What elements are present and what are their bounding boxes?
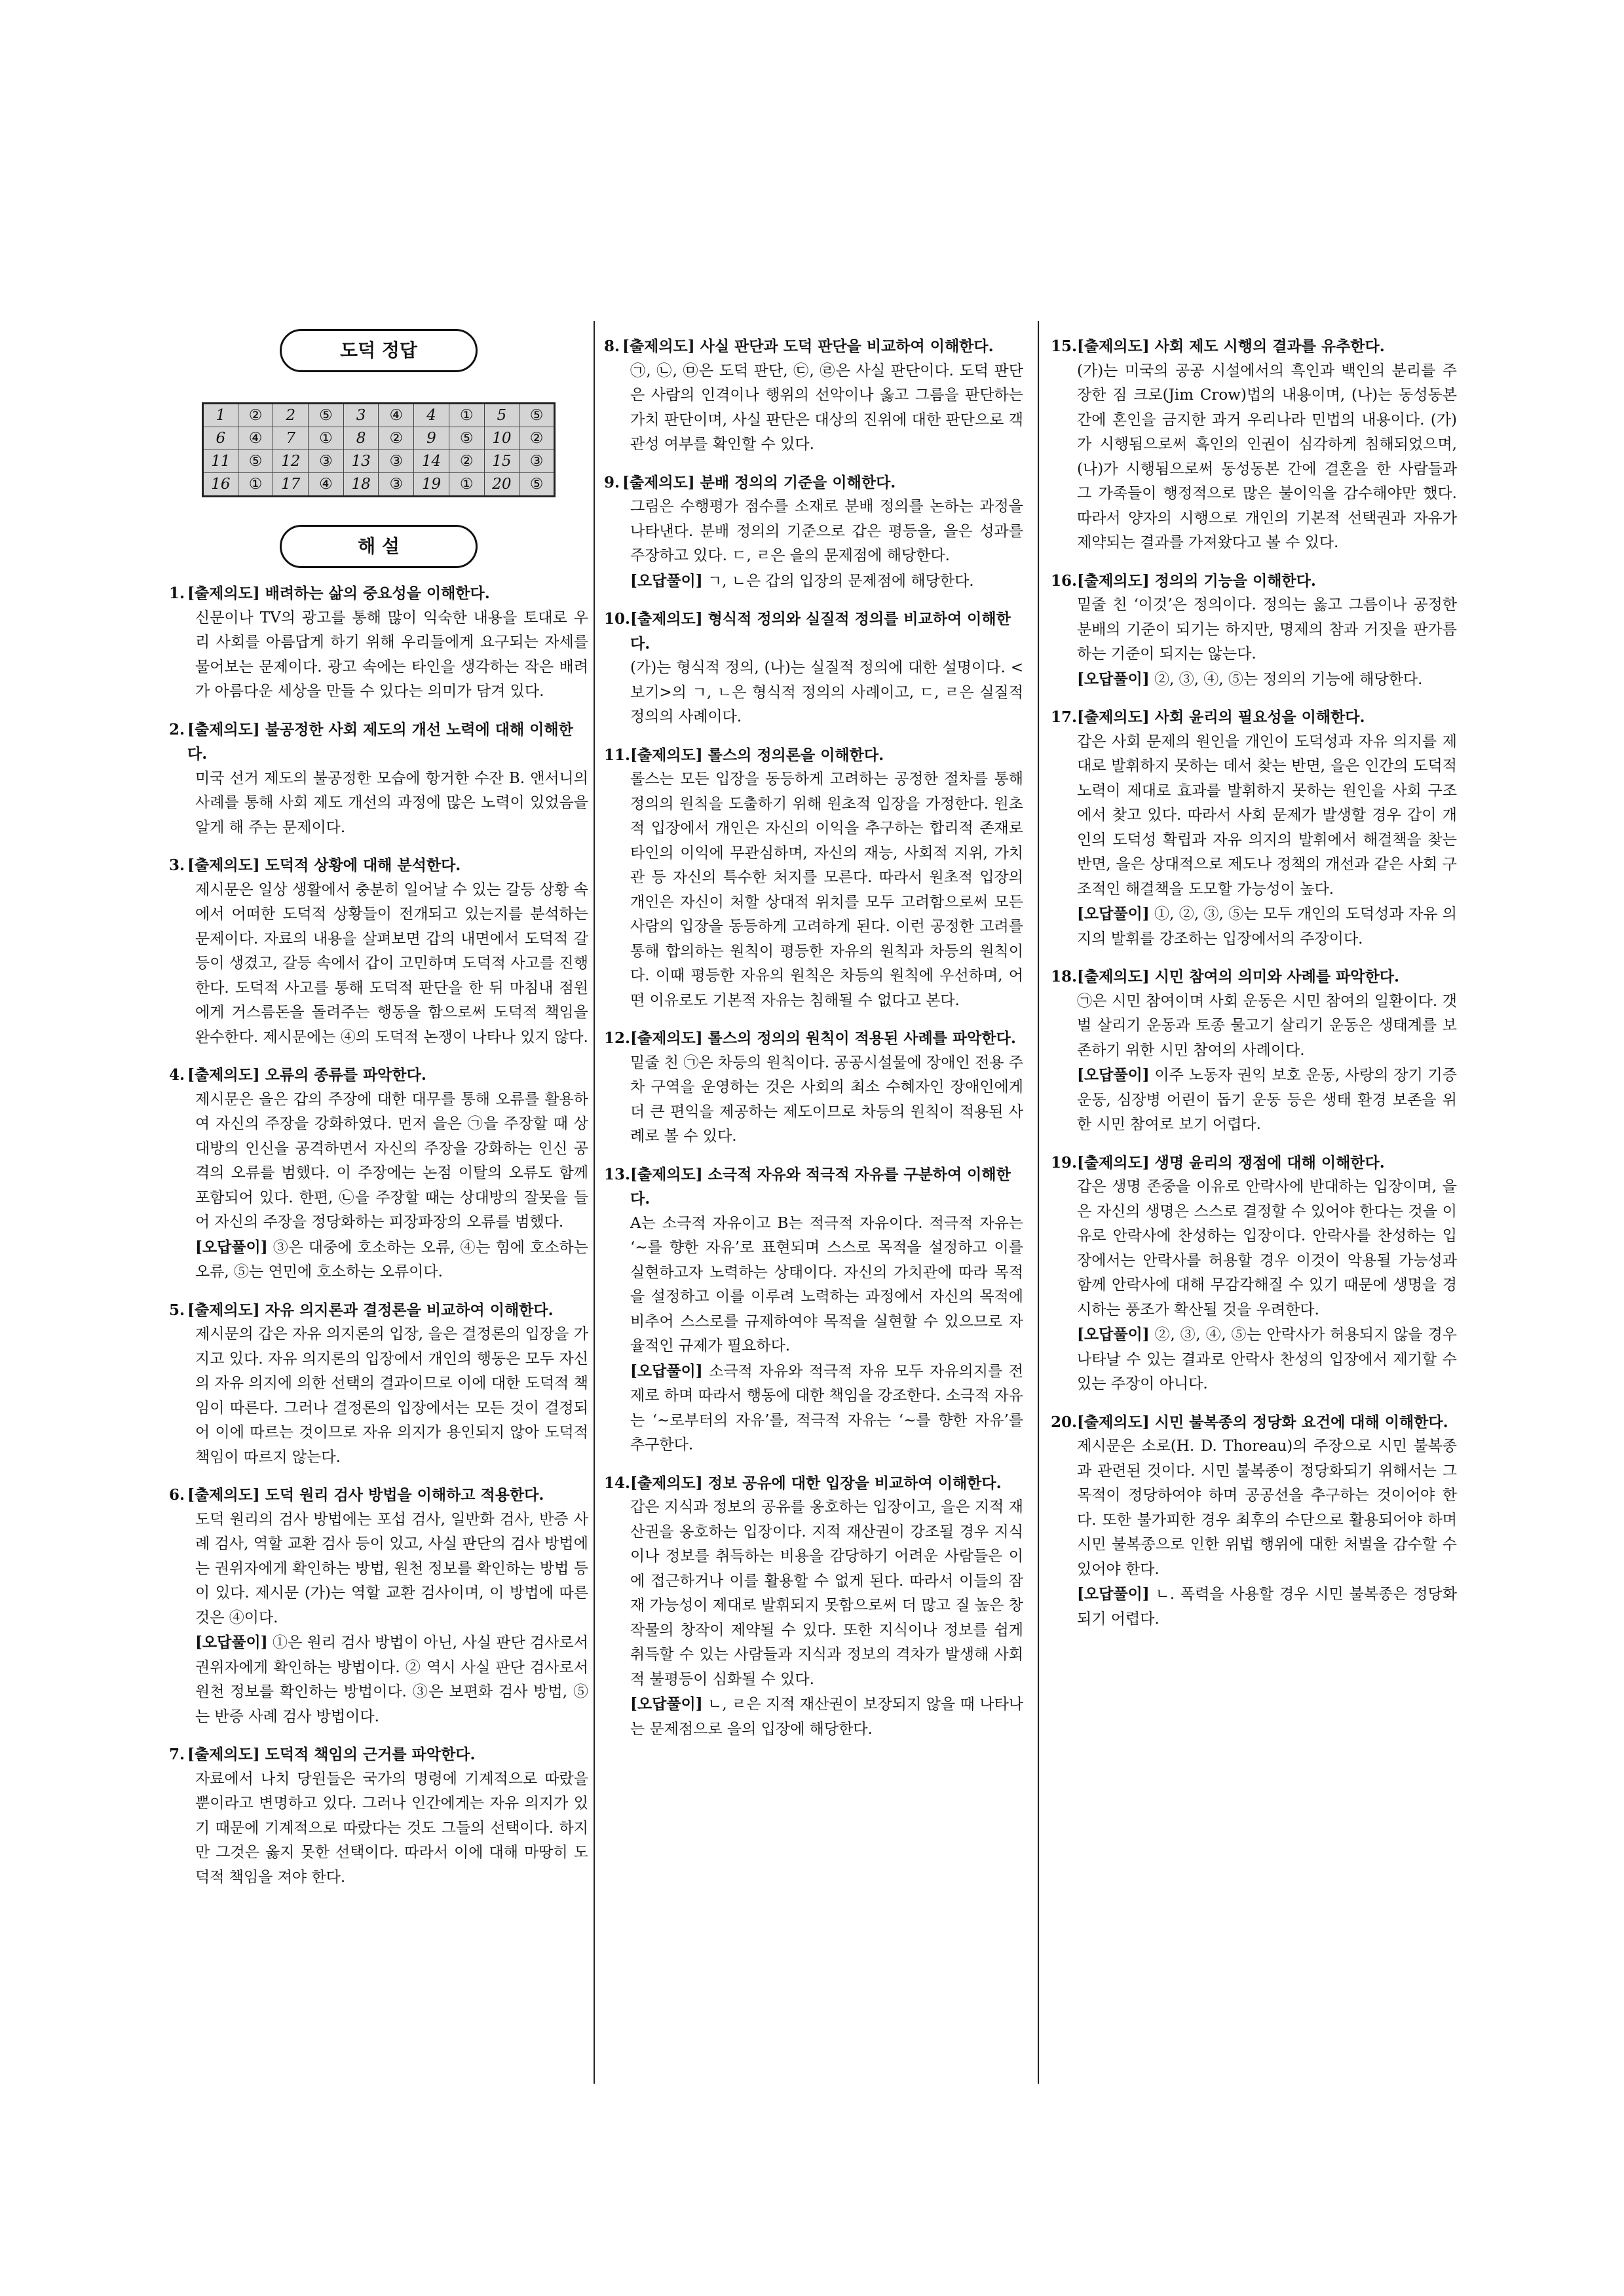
question-number: 12 (273, 450, 309, 473)
explanation-text: 밑줄 친 ‘이것’은 정의이다. 정의는 옳고 그름이나 공정한 분배의 기준이 되기는 하지만, 명제의 참과 거짓을 판가름하는 기준이 되지는 않는다. (1077, 596, 1457, 662)
answer-row (203, 427, 555, 450)
question-number: 4 (414, 404, 449, 427)
spacer (1150, 1586, 1156, 1603)
explanation-text: 밑줄 친 ㉠은 차등의 원칙이다. 공공시설물에 장애인 전용 주차 구역을 운영하는 것은 사회의 최소 수혜자인 장애인에게 더 큰 편익을 제공하는 제도이므로 차등의 원칙이 적용된 사례로 볼 수 있다. (630, 1054, 1023, 1145)
wrong-answer-note (1077, 667, 1457, 693)
explanation-item (1051, 334, 1457, 556)
explanation-item (604, 743, 1023, 1014)
question-number: 18 (343, 473, 379, 497)
explanation-item (1051, 965, 1457, 1138)
answers-title-box (280, 329, 478, 372)
explanation-text: 미국 선거 제도의 불공정한 모습에 항거한 수잔 B. 앤서니의 사례를 통해 사회 제도 개선의 과정에 많은 노력이 있었음을 알게 해 주는 문제이다. (195, 769, 588, 836)
spacer (703, 1363, 709, 1380)
explanation-text: 신문이나 TV의 광고를 통해 많이 익숙한 내용을 토대로 우리 사회를 아름답게 하기 위해 우리들에게 요구되는 자세를 물어보는 문제이다. 광고 속에는 타인을 생각하는 작은 배려가 아름다운 세상을 만들 수 있다는 의미가 담겨 있다. (195, 609, 588, 700)
wrong-answer-note (630, 1359, 1023, 1458)
explanation-text: 롤스는 모든 입장을 동등하게 고려하는 공정한 절차를 통해 정의의 원칙을 도출하기 위해 원초적 입장을 가정한다. 원초적 입장에서 개인은 자신의 이익을 추구하는 합리적 존재로 타인의 이익에 무관심하며, 자신의 재능, 사회적 지위, 가치관 등 자신의 특수한 처지를 모른다. 따라서 원초적 입장의 개인은 자신이 처할 상대적 위치를 모두 고려함으로써 모든 사람의 입장을 동등하게 고려하게 된다. 이런 공정한 고려를 통해 합의하는 원칙이 평등한 자유의 원칙과 차등의 원칙이다. 이때 평등한 자유의 원칙은 차등의 원칙에 우선하며, 어떤 이유로도 기본적 자유는 침해될 수 없다고 본다. (630, 771, 1023, 1009)
answer-choice: ① (449, 473, 484, 497)
question-intent: [출제의도] 도덕 원리 검사 방법을 이해하고 적용한다. (187, 1486, 544, 1504)
explanation-body (169, 1088, 588, 1285)
answer-choice: ⑤ (238, 450, 273, 473)
question-heading (169, 718, 588, 767)
question-heading (169, 1483, 588, 1508)
answer-choice: ③ (379, 473, 414, 497)
wrong-answer-label: [오답풀이] (1077, 1326, 1150, 1343)
explanation-body (169, 606, 588, 704)
answer-choice: ⑤ (449, 427, 484, 450)
explanations-column-1 (169, 581, 588, 1890)
explanation-body (169, 878, 588, 1050)
answer-choice: ② (379, 427, 414, 450)
wrong-answer-label: [오답풀이] (1077, 1066, 1150, 1084)
explanation-item (169, 1483, 588, 1729)
question-intent: [출제의도] 분배 정의의 기준을 이해한다. (622, 473, 896, 491)
question-heading (169, 581, 588, 606)
explanation-text: (가)는 형식적 정의, (나)는 실질적 정의에 대한 설명이다. <보기>의 ㄱ, ㄴ은 형식적 정의의 사례이고, ㄷ, ㄹ은 실질적 정의의 사례이다. (630, 659, 1023, 725)
question-number: 2. (169, 720, 185, 738)
answer-choice: ④ (309, 473, 344, 497)
explanation-body (604, 767, 1023, 1013)
wrong-answer-label: [오답풀이] (195, 1634, 268, 1651)
question-number: 7. (169, 1746, 185, 1763)
question-number: 11. (604, 746, 631, 764)
answer-table (202, 402, 556, 497)
answer-choice: ① (449, 404, 484, 427)
wrong-answer-label: [오답풀이] (1077, 670, 1150, 688)
question-number: 17 (273, 473, 309, 497)
question-heading (169, 1063, 588, 1088)
explanation-body (169, 1508, 588, 1730)
question-heading (604, 743, 1023, 768)
answer-choice: ⑤ (519, 404, 555, 427)
explanation-body (1051, 1434, 1457, 1632)
answer-choice: ② (449, 450, 484, 473)
question-number: 5 (484, 404, 519, 427)
spacer (268, 1634, 273, 1651)
answer-choice: ④ (379, 404, 414, 427)
explanations-column-2 (604, 334, 1023, 1742)
wrong-answer-label: [오답풀이] (195, 1238, 268, 1256)
explanation-text: 제시문은 을은 갑의 주장에 대한 대무를 통해 오류를 활용하여 자신의 주장을 강화하였다. 먼저 을은 ㉠을 주장할 때 상대방의 인신을 공격하면서 자신의 주장을 강화하는 인신 공격의 오류를 범했다. 이 주장에는 논점 이탈의 오류도 함께 포함되어 있다. 한편, ㉡을 주장할 때는 상대방의 잘못을 들어 자신의 주장을 정당화하는 피장파장의 오류를 범했다. (195, 1090, 588, 1231)
question-number: 7 (273, 427, 309, 450)
question-intent: [출제의도] 정의의 기능을 이해한다. (1077, 571, 1316, 590)
explanation-body (1051, 359, 1457, 556)
explanation-text: 도덕 원리의 검사 방법에는 포섭 검사, 일반화 검사, 반증 사례 검사, 역할 교환 검사 등이 있고, 사실 판단의 검사 방법에는 권위자에게 확인하는 방법, 원천 정보를 확인하는 방법 등이 있다. 제시문 (가)는 역할 교환 검사이며, 이 방법에 따른 것은 ④이다. (195, 1510, 588, 1626)
explanation-item (1051, 569, 1457, 693)
question-heading (169, 853, 588, 878)
column-divider (1038, 321, 1039, 2084)
question-number: 8. (604, 337, 620, 355)
explanation-item (604, 1471, 1023, 1742)
question-number: 16 (203, 473, 238, 497)
question-intent: [출제의도] 불공정한 사회 제도의 개선 노력에 대해 이해한다. (187, 720, 573, 763)
question-heading (604, 1471, 1023, 1496)
explanation-body (604, 1495, 1023, 1742)
question-heading (604, 470, 1023, 495)
question-number: 4. (169, 1066, 185, 1084)
explanation-body (1051, 989, 1457, 1138)
question-heading (604, 607, 1023, 656)
question-heading (169, 1298, 588, 1323)
column-3 (1051, 321, 1457, 1632)
explanation-text: (가)는 미국의 공공 시설에서의 흑인과 백인의 분리를 주장한 짐 크로(Jim Crow)법의 내용이며, (나)는 동성동본 간에 혼인을 금지한 과거 우리나라 민법의 내용이다. (가)가 시행됨으로써 흑인의 인권이 심각하게 침해되었으며, (나)가 시행됨으로써 동성동본 간에 결혼을 한 사람들과 그 가족들이 행정적으로 많은 불이익을 감수해야만 했다. 따라서 양자의 시행으로 개인의 기본적 선택권과 자유가 제약되는 결과를 가져왔다고 볼 수 있다. (1077, 362, 1457, 551)
answer-choice: ② (519, 427, 555, 450)
question-intent: [출제의도] 소극적 자유와 적극적 자유를 구분하여 이해한다. (630, 1165, 1011, 1208)
explanation-item (604, 334, 1023, 457)
question-number: 3. (169, 856, 185, 874)
wrong-answer-note (1077, 1063, 1457, 1138)
question-number: 19 (414, 473, 449, 497)
wrong-answer-label: [오답풀이] (1077, 1585, 1150, 1603)
question-number: 8 (343, 427, 379, 450)
spacer (268, 1239, 273, 1256)
answer-choice: ⑤ (309, 404, 344, 427)
explain-title: 해 설 (358, 535, 400, 557)
wrong-answer-note (630, 569, 1023, 594)
question-number: 15. (1051, 337, 1078, 355)
question-heading (604, 334, 1023, 359)
explanation-item (604, 1026, 1023, 1149)
question-number: 17. (1051, 708, 1078, 726)
question-number: 14 (414, 450, 449, 473)
answer-choice: ③ (309, 450, 344, 473)
question-intent: [출제의도] 사회 윤리의 필요성을 이해한다. (1077, 708, 1365, 726)
answer-choice: ③ (379, 450, 414, 473)
explanation-item (169, 718, 588, 841)
explanation-body (169, 1767, 588, 1890)
wrong-answer-note (195, 1630, 588, 1729)
explanation-item (169, 853, 588, 1050)
wrong-answer-label: [오답풀이] (630, 1362, 703, 1380)
question-intent: [출제의도] 자유 의지론과 결정론을 비교하여 이해한다. (187, 1301, 554, 1319)
question-intent: [출제의도] 생명 윤리의 쟁점에 대해 이해한다. (1077, 1153, 1385, 1172)
explanation-body (604, 495, 1023, 594)
question-number: 14. (604, 1474, 631, 1492)
question-number: 1 (203, 404, 238, 427)
question-intent: [출제의도] 롤스의 정의의 원칙이 적용된 사례를 파악한다. (630, 1029, 1016, 1047)
question-heading (1051, 569, 1457, 594)
explanations-column-3 (1051, 334, 1457, 1632)
question-number: 6. (169, 1486, 185, 1504)
wrong-answer-text: ③은 대중에 호소하는 오류, ④는 힘에 호소하는 오류, ⑤는 연민에 호소하는 오류이다. (195, 1238, 588, 1280)
explanation-item (604, 470, 1023, 594)
explanation-text: 제시문은 소로(H. D. Thoreau)의 주장으로 시민 불복종과 관련된 것이다. 시민 불복종이 정당화되기 위해서는 그 목적이 정당하여야 하며 공공선을 추구하는 것이어야 한다. 또한 불가피한 경우 최후의 수단으로 활용되어야 하며 시민 불복종으로 인한 위법 행위에 대한 처벌을 감수할 수 있어야 한다. (1077, 1438, 1457, 1578)
question-number: 2 (273, 404, 309, 427)
column-2 (604, 321, 1023, 1742)
spacer (1150, 1326, 1155, 1343)
explanation-item (169, 581, 588, 704)
answer-choice: ④ (238, 427, 273, 450)
question-number: 20. (1051, 1413, 1078, 1431)
question-number: 1. (169, 584, 185, 602)
question-intent: [출제의도] 시민 참여의 의미와 사례를 파악한다. (1077, 968, 1399, 985)
spacer (1150, 671, 1154, 688)
wrong-answer-text: ①은 원리 검사 방법이 아닌, 사실 판단 검사로서 권위자에게 확인하는 방법이다. ② 역시 사실 판단 검사로서 원천 정보를 확인하는 방법이다. ③은 보편화 검사 방법, ⑤는 반증 사례 검사 방법이다. (195, 1634, 588, 1725)
question-intent: [출제의도] 배려하는 삶의 중요성을 이해한다. (187, 584, 490, 602)
question-number: 5. (169, 1301, 185, 1319)
explanation-item (169, 1742, 588, 1890)
question-number: 9. (604, 473, 620, 491)
wrong-answer-text: ㄴ. 폭력을 사용할 경우 시민 불복종은 정당화되기 어렵다. (1077, 1586, 1457, 1628)
explanation-body (604, 359, 1023, 457)
explanation-item (169, 1063, 588, 1285)
question-number: 13 (343, 450, 379, 473)
explanation-text: 갑은 생명 존중을 이유로 안락사에 반대하는 입장이며, 을은 자신의 생명은 스스로 결정할 수 있어야 한다는 것을 이유로 안락사에 찬성하는 입장이다. 안락사를 찬성하는 입장에서는 안락사를 허용할 경우 이것이 악용될 가능성과 함께 안락사에 대해 무감각해질 수 있기 때문에 생명을 경시하는 풍조가 확산될 것을 우려한다. (1077, 1178, 1457, 1318)
question-heading (1051, 334, 1457, 359)
explanation-text: 자료에서 나치 당원들은 국가의 명령에 기계적으로 따랐을 뿐이라고 변명하고 있다. 그러나 인간에게는 자유 의지가 있기 때문에 기계적으로 따랐다는 것도 그들의 선택이다. 하지만 그것은 옳지 못한 선택이다. 따라서 이에 대해 마땅히 도덕적 책임을 져야 한다. (195, 1770, 588, 1886)
wrong-answer-note (195, 1235, 588, 1285)
wrong-answer-text: ㄱ, ㄴ은 갑의 입장의 문제점에 해당한다. (707, 572, 974, 590)
question-intent: [출제의도] 사실 판단과 도덕 판단을 비교하여 이해한다. (622, 337, 994, 355)
wrong-answer-note (630, 1692, 1023, 1742)
answer-choice: ③ (519, 450, 555, 473)
question-heading (1051, 1151, 1457, 1176)
question-number: 10 (484, 427, 519, 450)
question-number: 20 (484, 473, 519, 497)
explanation-text: 갑은 사회 문제의 원인을 개인이 도덕성과 자유 의지를 제대로 발휘하지 못하는 데서 찾는 반면, 을은 인간의 도덕적 노력이 제대로 효과를 발휘하지 못하는 원인을 사회 구조에서 찾고 있다. 따라서 사회 문제가 발생할 경우 갑이 개인의 도덕성 확립과 자유 의지의 발휘에서 해결책을 찾는 반면, 을은 상대적으로 제도나 정책의 개선과 같은 사회 구조적인 해결책을 도모할 가능성이 높다. (1077, 733, 1457, 898)
wrong-answer-label: [오답풀이] (1077, 905, 1150, 923)
explanation-body (1051, 1175, 1457, 1397)
question-heading (1051, 965, 1457, 989)
answer-row (203, 404, 555, 427)
question-number: 19. (1051, 1153, 1078, 1172)
question-number: 3 (343, 404, 379, 427)
explanation-body (1051, 730, 1457, 952)
explanation-body (169, 767, 588, 841)
explanation-item (1051, 1410, 1457, 1632)
answer-choice: ① (238, 473, 273, 497)
spacer (1150, 906, 1154, 923)
wrong-answer-text: ㄴ, ㄹ은 지적 재산권이 보장되지 않을 때 나타나는 문제점으로 을의 입장에 해당한다. (630, 1696, 1024, 1738)
question-number: 6 (203, 427, 238, 450)
explanation-text: 갑은 지식과 정보의 공유를 옹호하는 입장이고, 을은 지적 재산권을 옹호하는 입장이다. 지적 재산권이 강조될 경우 지식이나 정보를 취득하는 비용을 감당하기 어려운 사람들은 이에 접근하거나 이를 활용할 수 없게 된다. 따라서 이들의 잠재 가능성이 제대로 발휘되지 못함으로써 더 많고 질 높은 창작물의 창작이 제약될 수 있다. 또한 지식이나 정보를 쉽게 취득할 수 있는 사람들과 지식과 정보의 격차가 발생해 사회적 불평등이 심화될 수 있다. (630, 1499, 1023, 1688)
question-number: 11 (203, 450, 238, 473)
explanation-body (1051, 593, 1457, 692)
explanation-item (169, 1298, 588, 1470)
answer-row (203, 450, 555, 473)
explanation-text: 제시문의 갑은 자유 의지론의 입장, 을은 결정론의 입장을 가지고 있다. 자유 의지론의 입장에서 개인의 행동은 모두 자신의 자유 의지에 의한 선택의 결과이므로 이에 대한 도덕적 책임이 따른다. 그러나 결정론의 입장에서는 모든 것이 결정되어 이에 따르는 것이므로 자유 의지가 용인되지 않아 도덕적 책임이 따르지 않는다. (195, 1326, 588, 1466)
wrong-answer-label: [오답풀이] (630, 571, 703, 590)
question-intent: [출제의도] 도덕적 책임의 근거를 파악한다. (187, 1746, 476, 1763)
explanation-body (169, 1322, 588, 1470)
question-number: 9 (414, 427, 449, 450)
wrong-answer-text: 이주 노동자 권익 보호 운동, 사랑의 장기 기증 운동, 심장병 어린이 돕기 운동 등은 생태 환경 보존을 위한 시민 참여로 보기 어렵다. (1077, 1067, 1457, 1133)
explanation-body (604, 1212, 1023, 1458)
wrong-answer-text: ①, ②, ③, ⑤는 모두 개인의 도덕성과 자유 의지의 발휘를 강조하는 입장에서의 주장이다. (1077, 906, 1457, 947)
column-divider (594, 321, 595, 2084)
explanation-item (604, 607, 1023, 730)
question-intent: [출제의도] 시민 불복종의 정당화 요건에 대해 이해한다. (1077, 1413, 1448, 1431)
question-number: 10. (604, 610, 631, 628)
explanation-text: 그림은 수행평가 점수를 소재로 분배 정의를 논하는 과정을 나타낸다. 분배 정의의 기준으로 갑은 평등을, 을은 성과를 주장하고 있다. ㄷ, ㄹ은 을의 문제점에 해당한다. (630, 498, 1023, 564)
question-number: 13. (604, 1165, 631, 1183)
wrong-answer-note (1077, 1582, 1457, 1632)
question-number: 12. (604, 1029, 631, 1047)
question-intent: [출제의도] 정보 공유에 대한 입장을 비교하여 이해한다. (630, 1474, 1002, 1492)
explanation-body (604, 1051, 1023, 1149)
question-number: 18. (1051, 968, 1078, 985)
wrong-answer-note (1077, 1322, 1457, 1397)
question-heading (604, 1026, 1023, 1051)
answer-choice: ⑤ (519, 473, 555, 497)
wrong-answer-text: ②, ③, ④, ⑤는 정의의 기능에 해당한다. (1154, 670, 1423, 688)
question-number: 15 (484, 450, 519, 473)
column-1 (169, 321, 588, 1890)
explanation-item (1051, 705, 1457, 951)
explanation-text: 제시문은 일상 생활에서 충분히 일어날 수 있는 갈등 상황 속에서 어떠한 도덕적 상황들이 전개되고 있는지를 분석하는 문제이다. 자료의 내용을 살펴보면 갑의 내면에서 도덕적 갈등이 생겼고, 갈등 속에서 갑이 고민하며 도덕적 사고를 진행한다. 도덕적 사고를 통해 도덕적 판단을 한 뒤 마침내 점원에게 거스름돈을 돌려주는 행동을 함으로써 도덕적 책임을 완수한다. 제시문에는 ④의 도덕적 논쟁이 나타나 있지 않다. (195, 881, 588, 1046)
answer-choice: ② (238, 404, 273, 427)
explanation-item (604, 1162, 1023, 1458)
question-heading (169, 1742, 588, 1767)
explanation-text: A는 소극적 자유이고 B는 적극적 자유이다. 적극적 자유는 ‘~를 향한 자유’로 표현되며 스스로 목적을 설정하고 이를 실현하고자 노력하는 상태이다. 자신의 가치관에 따라 목적을 설정하고 이를 이루려 노력하는 과정에서 자신의 목적에 비추어 스스로를 규제하여야 목적을 실현할 수 있으므로 자율적인 규제가 필요하다. (630, 1214, 1023, 1354)
question-intent: [출제의도] 롤스의 정의론을 이해한다. (630, 746, 884, 764)
question-heading (604, 1162, 1023, 1212)
wrong-answer-label: [오답풀이] (630, 1695, 703, 1713)
wrong-answer-text: 소극적 자유와 적극적 자유 모두 자유의지를 전제로 하며 따라서 행동에 대한 책임을 강조한다. 소극적 자유는 ‘~로부터의 자유’를, 적극적 자유는 ‘~를 향한 자유’를 추구한다. (630, 1362, 1023, 1453)
explanation-text: ㉠은 시민 참여이며 사회 운동은 시민 참여의 일환이다. 갯벌 살리기 운동과 토종 물고기 살리기 운동은 생태계를 보존하기 위한 시민 참여의 사례이다. (1077, 992, 1457, 1059)
question-heading (1051, 705, 1457, 730)
wrong-answer-note (1077, 902, 1457, 951)
explanation-item (1051, 1151, 1457, 1397)
question-number: 16. (1051, 571, 1078, 590)
answer-choice: ① (309, 427, 344, 450)
explanation-text: ㉠, ㉡, ㉤은 도덕 판단, ㉢, ㉣은 사실 판단이다. 도덕 판단은 사람의 인격이나 행위의 선악이나 옳고 그름을 판단하는 가치 판단이며, 사실 판단은 대상의 진위에 대한 판단으로 객관성 여부를 확인할 수 있다. (630, 362, 1023, 453)
question-heading (1051, 1410, 1457, 1435)
explanation-body (604, 656, 1023, 730)
question-intent: [출제의도] 오류의 종류를 파악한다. (187, 1066, 426, 1084)
spacer (703, 573, 708, 590)
question-intent: [출제의도] 도덕적 상황에 대해 분석한다. (187, 856, 461, 874)
question-intent: [출제의도] 형식적 정의와 실질적 정의를 비교하여 이해한다. (630, 610, 1011, 653)
explain-title-box (280, 525, 478, 568)
answers-title: 도덕 정답 (340, 339, 417, 361)
question-intent: [출제의도] 사회 제도 시행의 결과를 유추한다. (1077, 337, 1385, 355)
answer-row (203, 473, 555, 497)
wrong-answer-text: ②, ③, ④, ⑤는 안락사가 허용되지 않을 경우 나타날 수 있는 결과로 안락사 찬성의 입장에서 제기할 수 있는 주장이 아니다. (1077, 1326, 1458, 1392)
